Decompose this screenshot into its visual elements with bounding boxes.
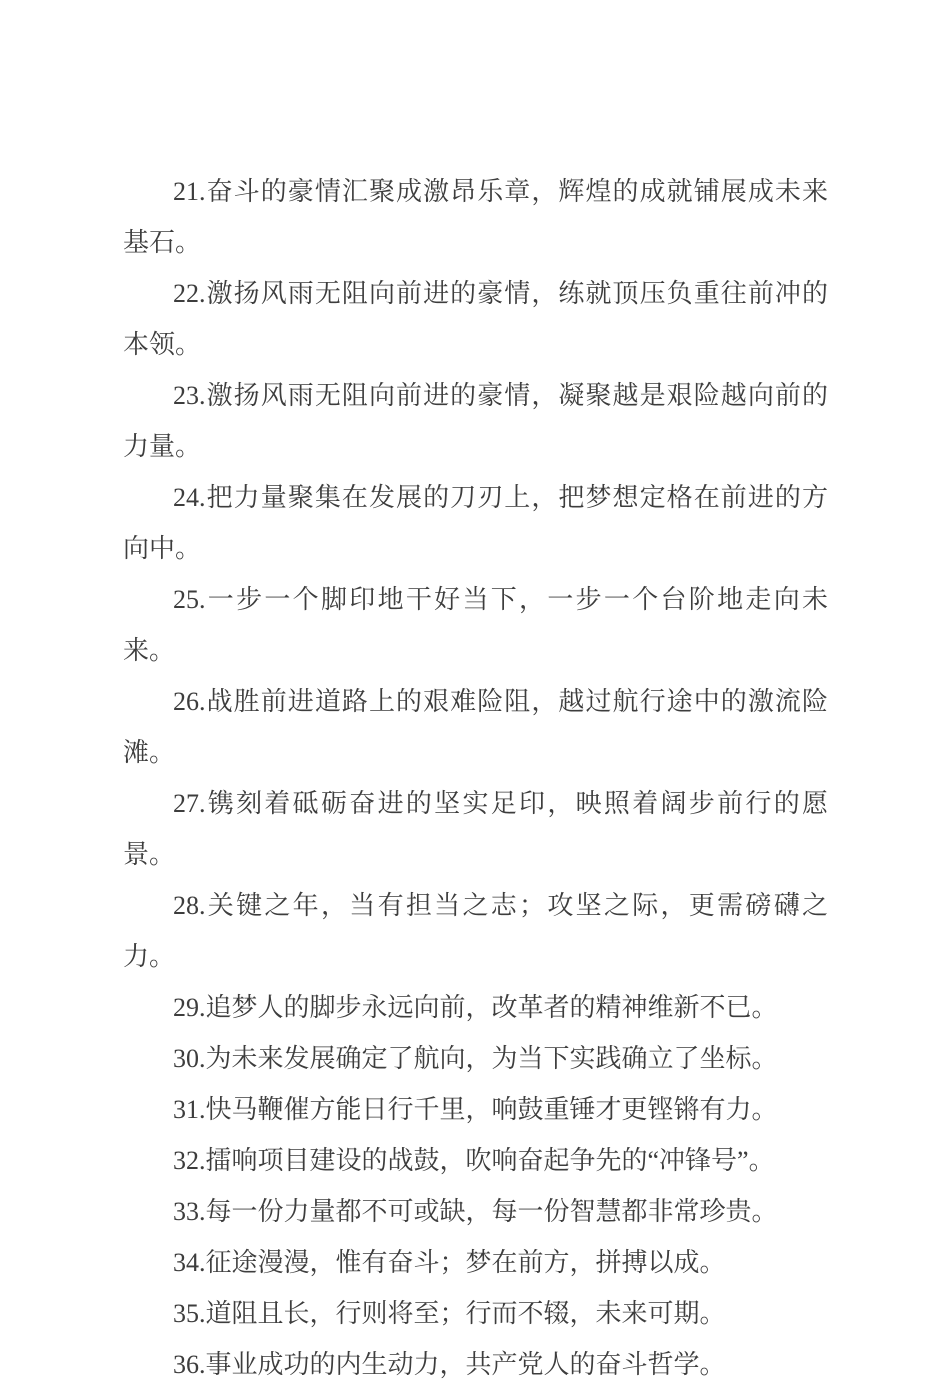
list-item: 23.激扬风雨无阻向前进的豪情，凝聚越是艰险越向前的力量。 <box>123 381 828 461</box>
list-item: 25.一步一个脚印地干好当下，一步一个台阶地走向未来。 <box>123 585 828 665</box>
list-item: 35.道阻且长，行则将至；行而不辍，未来可期。 <box>173 1299 726 1328</box>
list-item: 21.奋斗的豪情汇聚成激昂乐章，辉煌的成就铺展成未来基石。 <box>123 177 828 257</box>
list-item: 26.战胜前进道路上的艰难险阻，越过航行途中的激流险滩。 <box>123 687 828 767</box>
list-item: 30.为未来发展确定了航向，为当下实践确立了坐标。 <box>173 1044 778 1073</box>
list-item: 28.关键之年，当有担当之志；攻坚之际，更需磅礴之力。 <box>123 891 828 971</box>
list-item: 22.激扬风雨无阻向前进的豪情，练就顶压负重往前冲的本领。 <box>123 279 828 359</box>
list-item: 32.擂响项目建设的战鼓，吹响奋起争先的“冲锋号”。 <box>173 1146 775 1175</box>
list-item: 29.追梦人的脚步永远向前，改革者的精神维新不已。 <box>173 993 778 1022</box>
list-item: 34.征途漫漫，惟有奋斗；梦在前方，拼搏以成。 <box>173 1248 726 1277</box>
list-item: 36.事业成功的内生动力，共产党人的奋斗哲学。 <box>173 1350 726 1379</box>
list-item: 33.每一份力量都不可或缺，每一份智慧都非常珍贵。 <box>173 1197 778 1226</box>
list-item: 31.快马鞭催方能日行千里，响鼓重锤才更铿锵有力。 <box>173 1095 778 1124</box>
list-item: 24.把力量聚集在发展的刀刃上，把梦想定格在前进的方向中。 <box>123 483 828 563</box>
list-item: 27.镌刻着砥砺奋进的坚实足印，映照着阔步前行的愿景。 <box>123 789 828 869</box>
